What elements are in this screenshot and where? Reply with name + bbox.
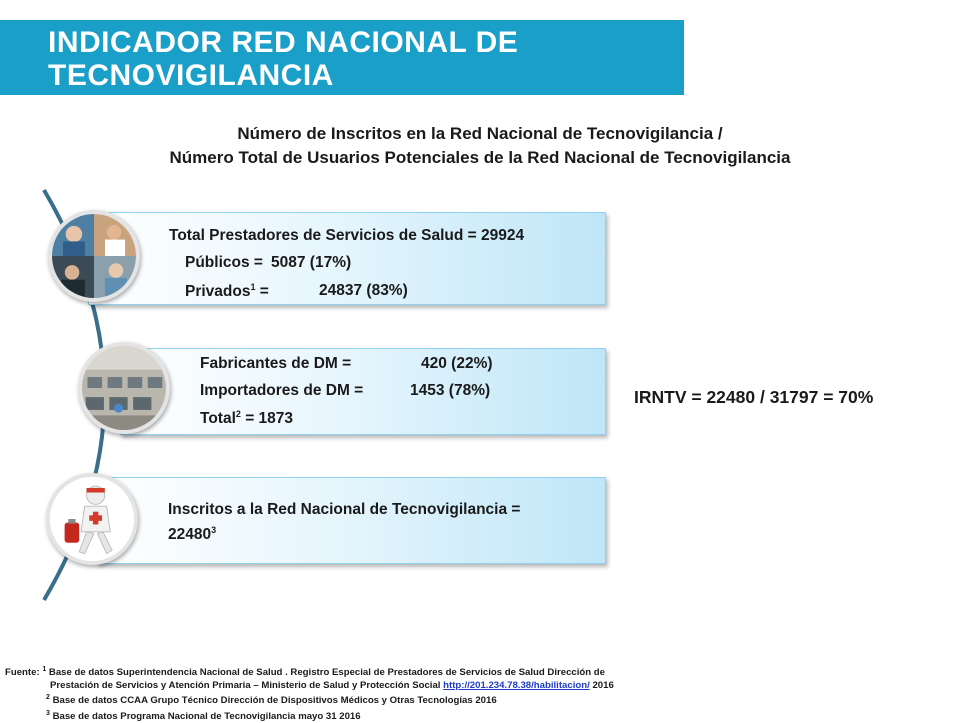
inscritos-label: Inscritos a la Red Nacional de Tecnovigilancia = <box>168 501 521 518</box>
source-1-line-2 <box>50 680 650 692</box>
prestadores-total: Total Prestadores de Servicios de Salud = 29924 <box>169 227 525 244</box>
privados-value: 24837 (83%) <box>319 282 408 299</box>
irntv-result: IRNTV = 22480 / 31797 = 70% <box>634 387 874 407</box>
source-1-line-1: Fuente: $^1$ Base de datos Superintendencia Nacional de Salud . Registro Especial de Prestadores de Servicios de Salud Dirección de <box>5 666 605 679</box>
privados-label: Privados$^1$ = <box>185 282 269 301</box>
fabricantes-box <box>120 348 606 435</box>
source-label: Fuente: <box>5 667 40 679</box>
paramedic-figure <box>46 473 138 565</box>
importadores-value: 1453 (78%) <box>410 382 491 399</box>
factory-photo <box>78 342 170 434</box>
medical-staff-photo <box>48 210 140 302</box>
inscritos-box <box>96 477 606 564</box>
fabricantes-label: Fabricantes de DM = <box>200 355 352 372</box>
title-line-1: INDICADOR RED NACIONAL DE <box>48 26 519 59</box>
sources-footnote <box>5 664 614 723</box>
publicos-label: Públicos = <box>185 254 263 271</box>
formula-numerator: Número de Inscritos en la Red Nacional de Tecnovigilancia / <box>237 124 723 143</box>
importadores-label: Importadores de DM = <box>200 382 364 399</box>
title-line-2: TECNOVIGILANCIA <box>48 59 334 92</box>
source-2: $^2$ Base de datos CCAA Grupo Técnico Dirección de Dispositivos Médicos y Otras Tecnologías 2016 <box>46 694 497 707</box>
source-1-text-b: Prestación de Servicios y Atención Primaria – Ministerio de Salud y Protección Social <box>50 679 441 691</box>
source-1-year: 2016 <box>592 679 614 691</box>
formula-denominator: Número Total de Usuarios Potenciales de la Red Nacional de Tecnovigilancia <box>169 148 791 167</box>
prestadores-box <box>88 212 606 305</box>
source-1-text-a: Base de datos Superintendencia Nacional de Salud . Registro Especial de Prestadores de Servicios de Salud Dirección de <box>48 667 605 679</box>
habilitacion-link[interactable]: http://201.234.78.38/habilitacion/ <box>443 679 590 691</box>
source-3: $^3$ Base de datos Programa Nacional de Tecnovigilancia mayo 31 2016 <box>46 709 361 722</box>
fabricantes-value: 420 (22%) <box>421 355 493 372</box>
publicos-value: 5087 (17%) <box>271 254 352 271</box>
fabricantes-total: Total$^2$ = 1873 <box>200 409 294 428</box>
inscritos-value: 22480$^3$ <box>168 525 217 544</box>
